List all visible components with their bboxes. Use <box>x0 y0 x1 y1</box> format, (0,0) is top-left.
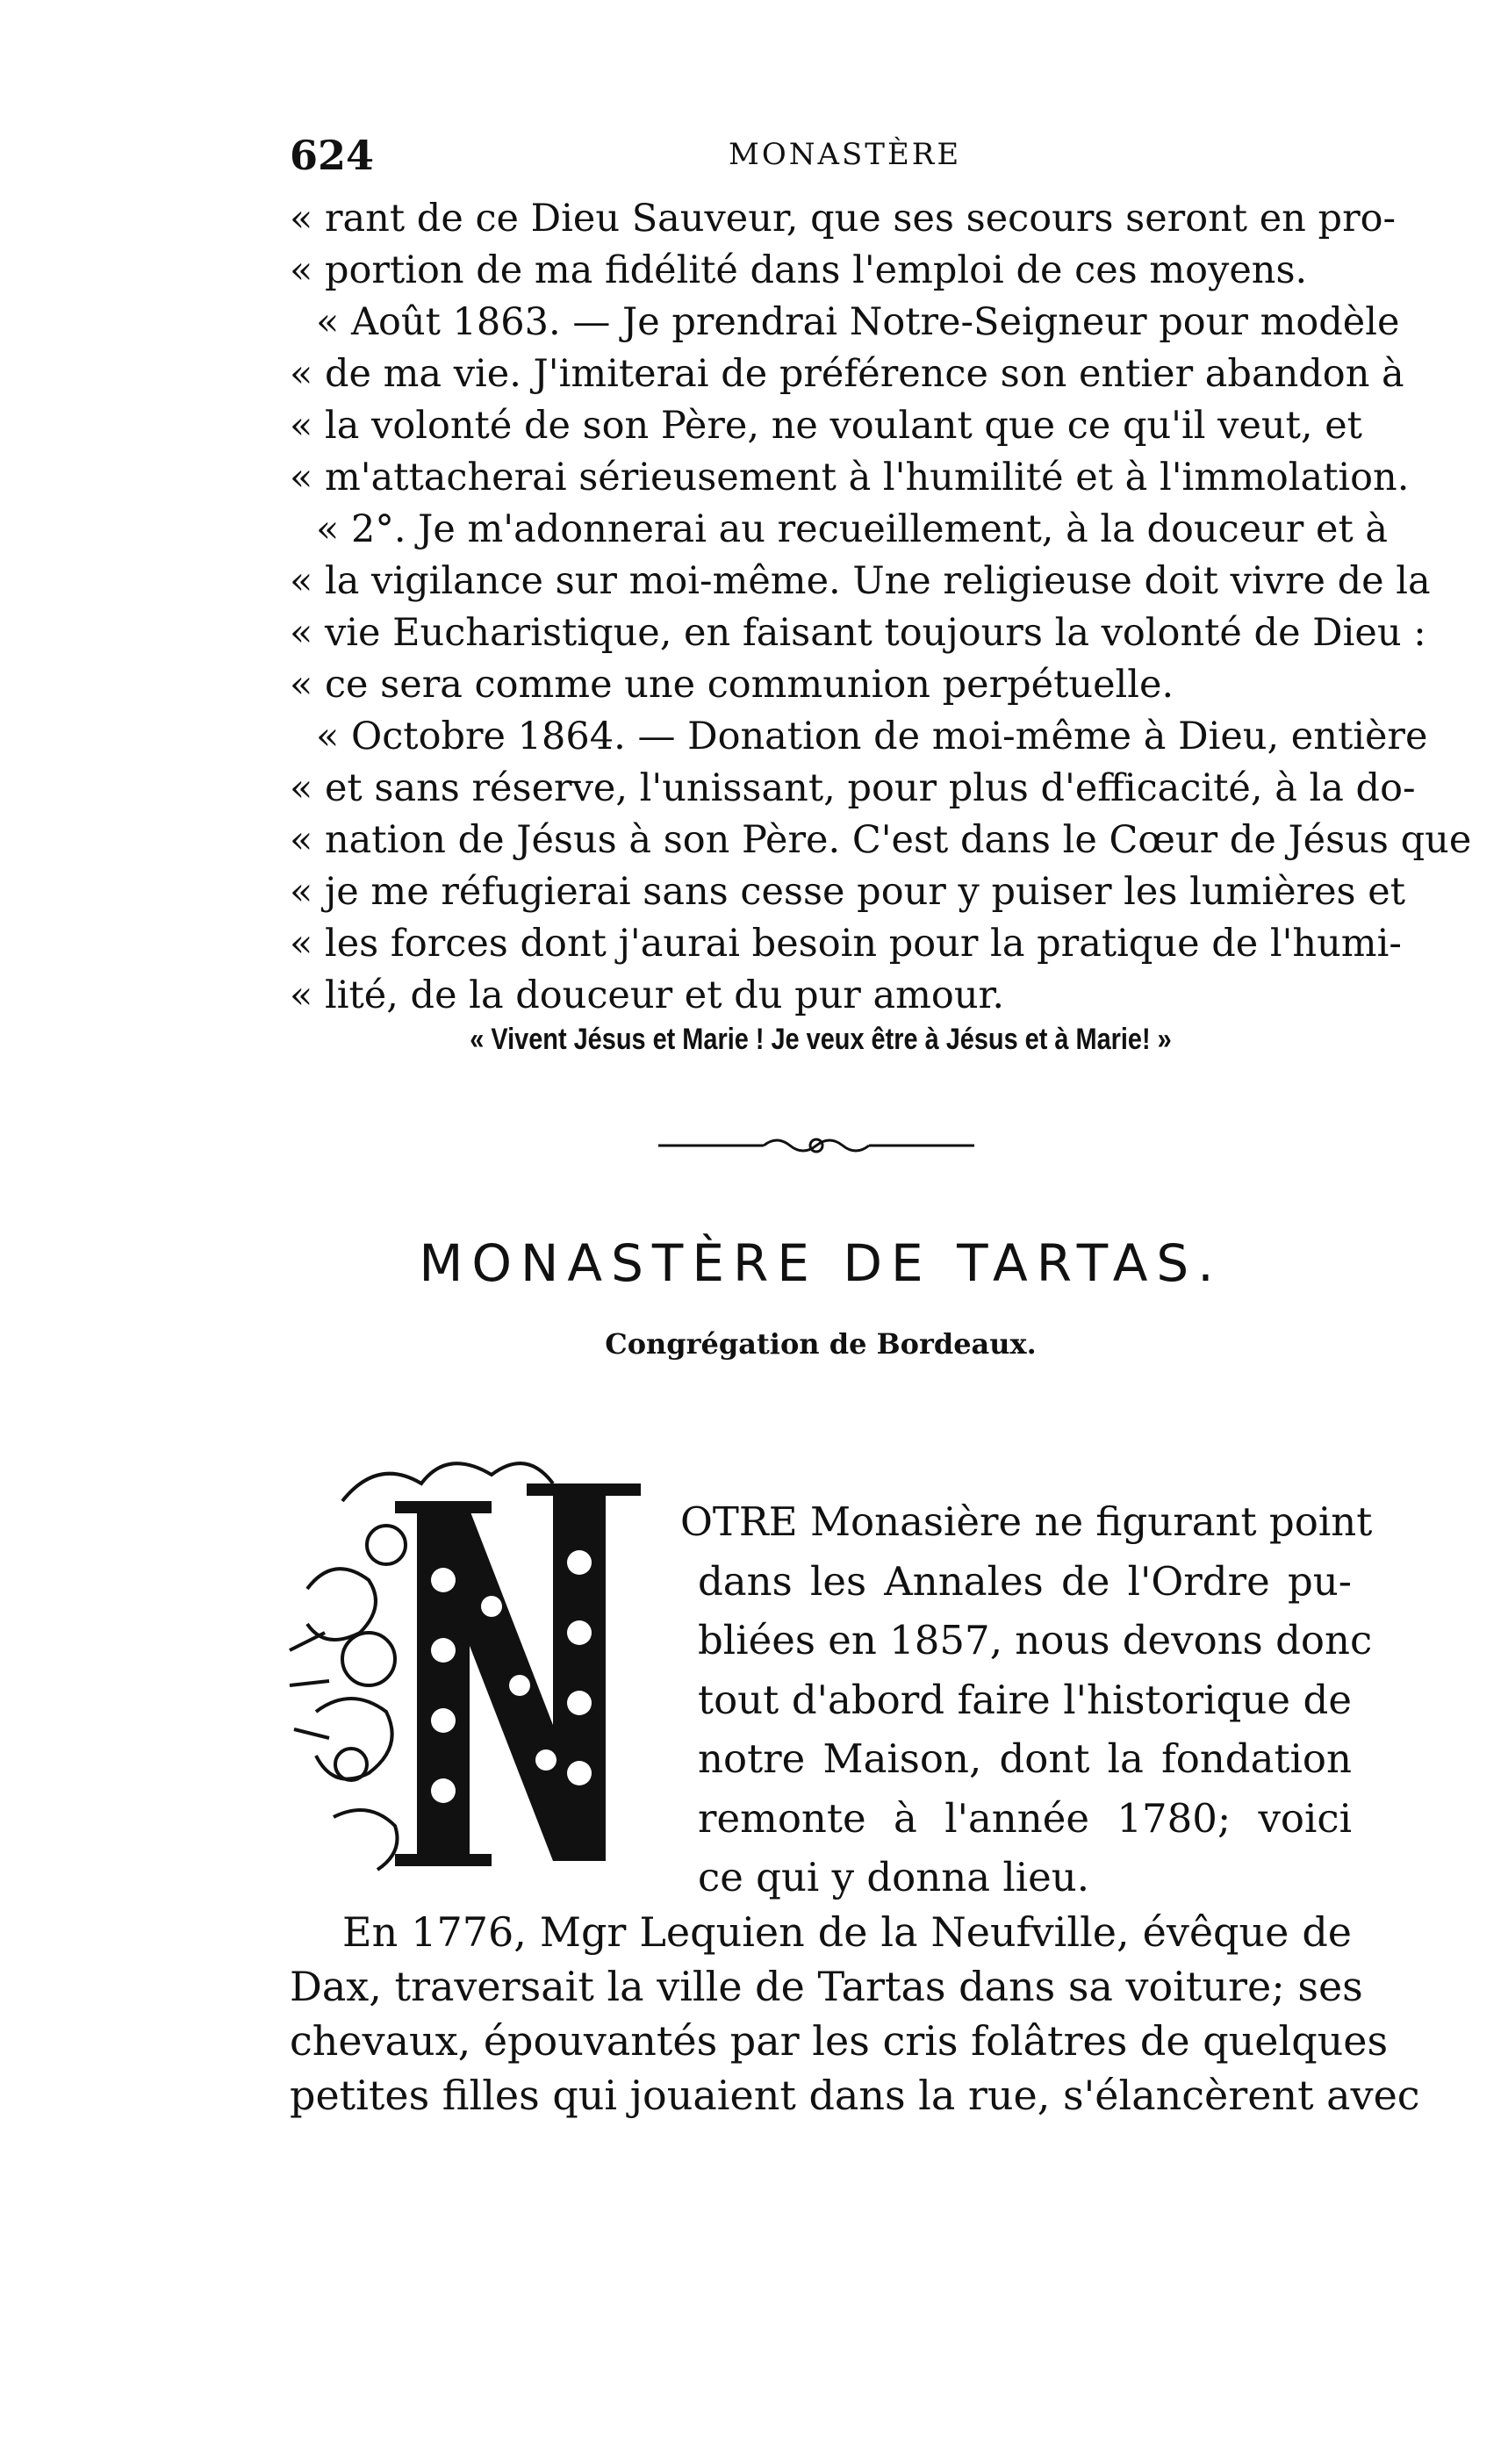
paragraph-monastery-history <box>680 1492 1373 1907</box>
page-number: 624 <box>290 132 375 179</box>
text-line: « rant de ce Dieu Sauveur, que ses secours seront en pro- <box>290 197 1397 241</box>
paragraph-1776-event <box>290 1905 1420 2123</box>
decorative-rule-ornament <box>658 1132 974 1159</box>
text-line: « de ma vie. J'imiterai de préférence son entier abandon à <box>290 352 1404 396</box>
running-head <box>290 132 1352 184</box>
section-subtitle: Congrégation de Bordeaux. <box>605 1327 1037 1361</box>
text-line: « ce sera comme une communion perpétuelle. <box>290 663 1174 707</box>
text-line: ce qui y donna lieu. <box>698 1854 1090 1900</box>
decorated-initial-n <box>290 1448 676 1887</box>
text-line <box>680 1492 1373 1552</box>
section-title: MONASTÈRE DE TARTAS. <box>419 1233 1223 1293</box>
text-line: « nation de Jésus à son Père. C'est dans le Cœur de Jésus que <box>290 818 1472 862</box>
text-line: dans les Annales de l'Ordre pu- <box>698 1557 1352 1605</box>
text-line: « Octobre 1864. — Donation de moi-même à Dieu, entière <box>316 715 1428 758</box>
running-title: MONASTÈRE <box>729 137 962 172</box>
text-line: « et sans réserve, l'unissant, pour plus d'efficacité, à la do- <box>290 766 1416 810</box>
text-line: « la volonté de son Père, ne voulant que ce qu'il veut, et <box>290 404 1362 448</box>
motto: « Vivent Jésus et Marie ! Je veux être à Jésus et à Marie! » <box>470 1023 1172 1056</box>
text-line: « m'attacherai sérieusement à l'humilité et à l'immolation. <box>290 456 1410 499</box>
text-line: chevaux, épouvantés par les cris folâtres de quelques <box>290 2017 1389 2065</box>
text-line: « je me réfugierai sans cesse pour y puiser les lumières et <box>290 870 1405 914</box>
text-line: « Août 1863. — Je prendrai Notre-Seigneur pour modèle <box>316 300 1400 344</box>
text-line: tout d'abord faire l'historique de <box>698 1676 1352 1723</box>
text-line: notre Maison, dont la fondation <box>698 1735 1352 1782</box>
text-line: « la vigilance sur moi-même. Une religieuse doit vivre de la <box>290 559 1431 603</box>
text-line: remonte à l'année 1780; voici <box>698 1794 1352 1842</box>
text-segment: Monasière ne figurant point <box>809 1498 1373 1545</box>
paragraph-quoted-resolutions <box>290 193 1472 1022</box>
text-line: « portion de ma fidélité dans l'emploi de ces moyens. <box>290 248 1308 292</box>
first-word-small-caps: OTRE <box>680 1498 798 1545</box>
text-line: Dax, traversait la ville de Tartas dans sa voiture; ses <box>290 1963 1363 2010</box>
text-line: « lité, de la douceur et du pur amour. <box>290 973 1005 1017</box>
text-line: « 2°. Je m'adonnerai au recueillement, à la douceur et à <box>316 507 1389 551</box>
text-line: « les forces dont j'aurai besoin pour la pratique de l'humi- <box>290 922 1402 966</box>
text-line: bliées en 1857, nous devons donc <box>698 1617 1373 1663</box>
text-line: En 1776, Mgr Lequien de la Neufville, évêque de <box>342 1908 1352 1956</box>
text-line: « vie Eucharistique, en faisant toujours la volonté de Dieu : <box>290 611 1426 655</box>
text-line: petites filles qui jouaient dans la rue, s'élancèrent avec <box>290 2072 1420 2119</box>
